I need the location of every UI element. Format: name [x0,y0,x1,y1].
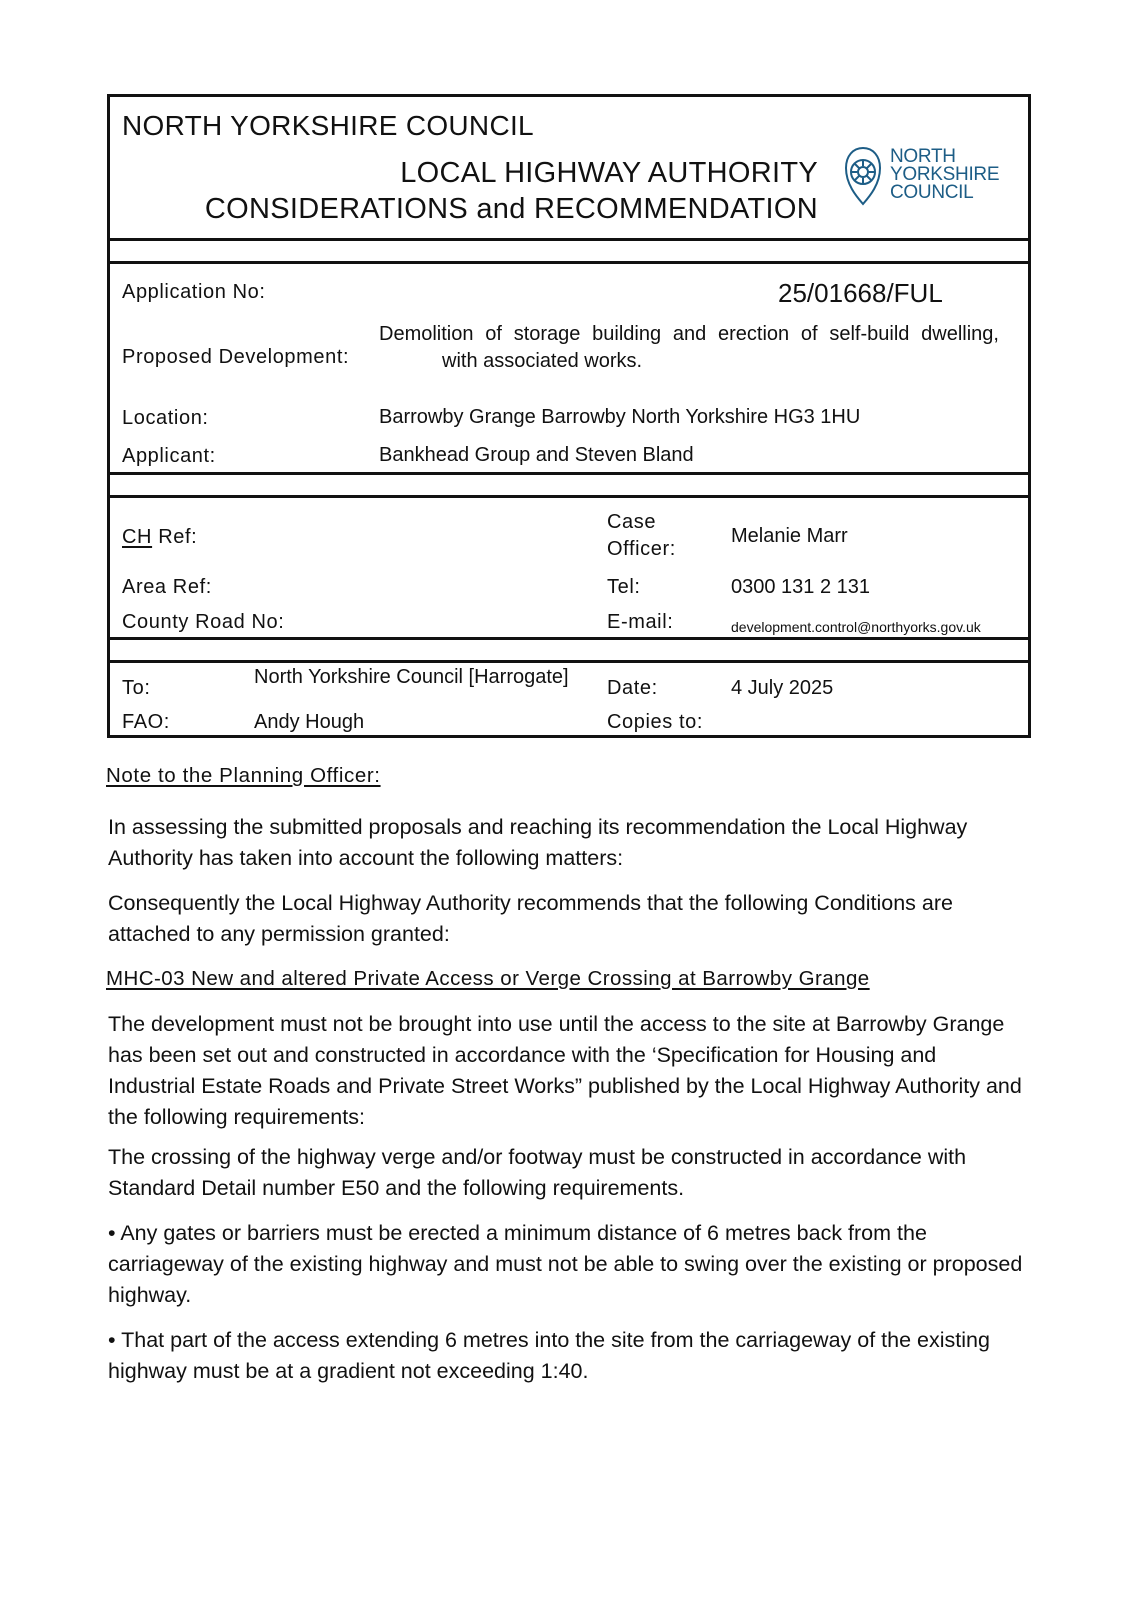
to-label: To: [122,677,151,699]
location-value: Barrowby Grange Barrowby North Yorkshire HG3 1HU [379,406,861,428]
routing-box [107,660,1031,738]
doc-title-line2: CONSIDERATIONS and RECOMMENDATION [204,193,818,225]
ch-ref-label [122,526,197,549]
applicant-value: Bankhead Group and Steven Bland [379,444,694,466]
fao-label: FAO: [122,711,170,733]
logo-line1: NORTH [890,146,956,167]
bullet-gradient: • That part of the access extending 6 metres into the site from the carriageway of the existing highway must be at a gradient not exceeding 1:40. [108,1328,990,1383]
paragraph-conditions: Consequently the Local Highway Authority recommends that the following Conditions are attached to any permission granted: [108,891,953,946]
date-value: 4 July 2025 [731,677,834,699]
note-heading: Note to the Planning Officer: [106,764,381,787]
location-label: Location: [122,407,209,429]
tel-label: Tel: [607,576,641,598]
date-label: Date: [607,677,658,699]
paragraph-matters: In assessing the submitted proposals and reaching its recommendation the Local Highway Authority has taken into account the following matters: [108,815,968,870]
email-value[interactable]: development.control@northyorks.gov.uk [731,619,981,635]
condition-heading: MHC-03 New and altered Private Access or Verge Crossing at Barrowby Grange [106,967,870,990]
copies-label: Copies to: [607,711,704,733]
logo-line2: YORKSHIRE [890,164,1000,185]
council-logo [840,144,1000,214]
case-officer-label-1: Case [607,511,657,533]
routing-bottom-border [107,735,1031,738]
ch-abbr: CH [122,526,153,548]
rose-crest-icon [840,144,886,208]
doc-title-line1: LOCAL HIGHWAY AUTHORITY [400,157,818,189]
bullet-gates: • Any gates or barriers must be erected a minimum distance of 6 metres back from the carriageway of the existing highway and must not be able to swing over the existing or proposed highway. [108,1221,1023,1307]
to-value: North Yorkshire Council [Harrogate] [254,666,569,688]
ch-ref-rest: Ref: [152,526,198,548]
area-ref-label: Area Ref: [122,576,212,598]
case-officer-value: Melanie Marr [731,525,848,547]
dev-label: Proposed Development: [122,346,350,368]
fao-value: Andy Hough [254,711,365,733]
dev-line2: with associated works. [442,350,643,372]
app-no-value: 25/01668/FUL [778,278,943,308]
paragraph-access: The development must not be brought into use until the access to the site at Barrowby Grange has been set out and constructed in accordance with the ‘Specification for Housing and Industrial Estate Roads and Private Street Works” published by the Local Highway Authority and the following requirements: [108,1012,1022,1129]
paragraph-crossing: The crossing of the highway verge and/or footway must be constructed in accordance with Standard Detail number E50 and the following requirements. [108,1145,967,1200]
county-road-label: County Road No: [122,611,285,633]
org-name: NORTH YORKSHIRE COUNCIL [122,110,534,141]
tel-value: 0300 131 2 131 [731,576,871,598]
case-officer-label-2: Officer: [607,538,676,560]
app-no-label: Application No: [122,281,266,303]
logo-line3: COUNCIL [890,182,974,203]
applicant-label: Applicant: [122,445,216,467]
email-label: E-mail: [607,611,674,633]
dev-line1: Demolition of storage building and erection of self-build dwelling, [379,323,999,345]
